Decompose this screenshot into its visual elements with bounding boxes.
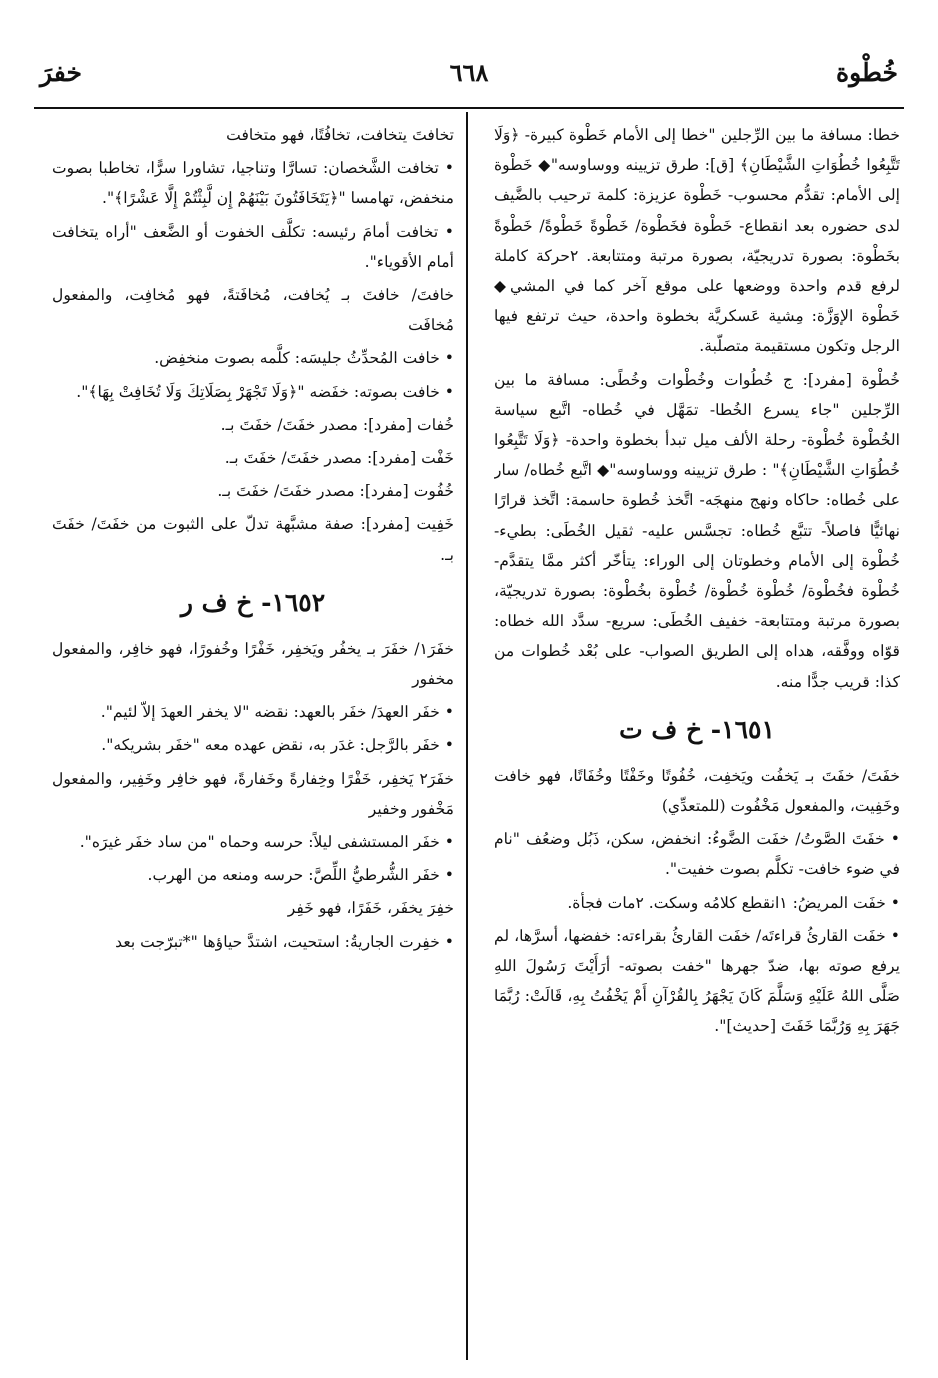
page-header: [40, 50, 898, 102]
entry-khafit: خَفِيت [مفرد]: صفة مشبَّهة تدلّ على الثبوت من خفَتَ/ خفَتَ بـ.: [52, 515, 454, 564]
sense-shakhsan: • تخافت الشَّخصان: تسارَّا وتناجيا، تشاورا سرًّا، تخاطبا بصوت منخفض، تهامسا "﴿يَتَخَافَتُونَ بَيْنَهُمْ إِن لَّبِثْتُمْ إِلَّا عَشْرًا﴾".: [52, 159, 454, 208]
sense-mustashfa: • خفَر المستشفى ليلاً: حرسه وحماه "من ساد خفَر غيرَه".: [79, 833, 454, 852]
right-column: [494, 120, 900, 1356]
entry-khafara-1: خفَرَ١/ خفَرَ بـ يخفُر ويَخفِر، خَفْرًا وخُفورًا، فهو خافِر، والمفعول مخفور: [52, 639, 454, 689]
entry-khafira: خفِرَ يخفَر، خَفَرًا، فهو خَفِر: [287, 899, 454, 918]
sense-sawt: • خفَتَ الصَّوتُ/ خفَت الضَّوءُ: انخفض، سكن، ذَبُل وضعُف "نام في ضوء خافت- تكلَّم بصوت خفيت".: [494, 830, 900, 879]
header-guide-word-left: خفرَ: [40, 58, 82, 87]
entry-khafata-form3: خافتَ/ خافتَ بـ يُخافت، مُخافَتةً، فهو مُخافِت، والمفعول مُخافَت: [52, 286, 454, 335]
entry-khufut: خُفُوت [مفرد]: مصدر خفَتَ/ خفَتَ بـ.: [217, 482, 454, 501]
entry-takhafata: تخافتَ يتخافت، تخافُتًا، فهو متخافت: [226, 126, 454, 144]
page-number: ٦٦٨: [449, 58, 489, 87]
sense-amam-raisih: • تخافت أمامَ رئيسه: تكلَّف الخفوت أو الضَّعف "أراه يتخافت أمام الأقوياء".: [52, 222, 454, 271]
sense-marid: • خفَت المريضُ: ١انقطع كلامُه وسكت. ٢مات فجأة.: [567, 893, 900, 912]
sense-jariya: • خفِرت الجاريةُ: استحيت، اشتدَّ حياؤها "*تبرّجت بعد: [115, 932, 454, 951]
entry-khafata-verb: خفَتَ/ خفَتَ بـ يَخفُت ويَخفِت، خُفُوتًا وخَفْتًا وخُفَاتًا، فهو خافت وخَفِيت، والمفعول مَخْفُوت (للمتعدِّي): [494, 766, 900, 816]
entry-khutwa: خُطْوة [مفرد]: ج خُطُوات وخُطْوات وخُطًى: مسافة ما بين الرِّجلين "جاء يسرع الخُطا- تمَهَّل في خُطاه- اتَّبع سياسة الخُطْوة خُطْوة- رحلة الألف ميل تبدأ بخطوة واحدة- ﴿وَلَا تَتَّبِعُوا خُطُوَاتِ الشَّيْطَانِ﴾" : طرق تزيينه ووساوسه"◆ اتَّبع خُطاه/ سار على خُطاه: حاكاه ونهج منهجَه- اتَّخذ خُطوة حاسمة: اتَّخذ قرارًا نهائيًّا فاصلاً- تتبَّع خُطاه: تجسَّس عليه- ثقيل الخُطَى: بطيء- خُطْوة إلى الأمام وخطوتان إلى الوراء: يتأخّر أكثر ممَّا يتقدَّم- خُطْوة فخُطْوة/ خُطْوة خُطْوة/ خُطْوة بخُطْوة: بصورة تدريجيّة، بصورة مرتبة ومتتابعة- خفيف الخُطَى: سريع- سدَّد الله خطاه: قوّاه ووفَّقه، هداه إلى الطريق الصواب- على بُعْد خُطوات من كذا: قريب جدًّا منه.: [494, 370, 900, 691]
sense-shurti: • خفَر الشُّرطيُّ اللِّصَّ: حرسه ومنعه من الهرب.: [147, 866, 454, 885]
entry-khufat: خُفات [مفرد]: مصدر خفَتَ/ خفَتَ بـ.: [220, 415, 454, 434]
entry-khafara-2: خفَرَ٢ يَخفِر، خَفْرًا وخِفارةً وخَفارةً، فهو خافِر وخَفِير، والمفعول مَخْفور وخفير: [52, 769, 454, 818]
sense-muhaddith: • خافت المُحدِّثُ جليسَه: كلَّمه بصوت منخفِض.: [154, 349, 454, 368]
sense-ahd: • خفَر العهدَ/ خفَر بالعهد: نقضه "لا يخفر العهدَ إلاّ لئيم".: [100, 703, 454, 722]
entry-khaft: خَفْت [مفرد]: مصدر خفَتَ/ خفَتَ بـ.: [224, 449, 454, 468]
entry-khatwa-first: خطا: مسافة ما بين الرِّجلين "خطا إلى الأمام خَطْوة كبيرة- ﴿وَلَا تَتَّبِعُوا خُطُوَاتِ الشَّيْطَانِ﴾ [ق]: طرق تزيينه ووساوسه"◆ خَطْوة إلى الأمام: تقدُّم محسوب- خَطْوة عزيزة: كلمة ترحيب بالضَّيف لدى حضوره بعد انقطاع- خَطْوة فخَطْوة/ خَطْوةً خَطْوةً/ خَطْوةً بخَطْوة: بصورة تدريجيّة، بصورة مرتبة ومتتابعة. ٢حركة كاملة لرفع قدم واحدة ووضعها على موقع آخر كما في المشي◆ خَطْوة الإوَزَّة: مِشية عَسكريَّة بخطوة واحدة، حيث ترتفع فيها الرجل وتكون مستقيمة متصلّبة.: [494, 126, 900, 356]
sense-qari: • خفَت القارئُ قراءتَه/ خفَت القارئُ بقراءته: خفضها، أسرَّها، لم يرفع صوته بها، ضدّ جهرها "خفت بصوته- أرَأَيْتَ رَسُولَ اللهِ صَلَّى اللهُ عَلَيْهِ وَسَلَّمَ كَانَ يَجْهَرُ بِالقُرْآنِ أَمْ يَخْفُتُ بِهِ، قَالَتْ: رُبَّمَا جَهَرَ بِهِ وَرُبَّمَا خَفَتَ [حديث]".: [494, 926, 900, 1036]
column-divider: [466, 112, 468, 1360]
sense-bisawtih: • خافت بصوته: خفَضه "﴿وَلَا تَجْهَرْ بِصَلَاتِكَ وَلَا تُخَافِتْ بِهَا﴾".: [76, 382, 454, 401]
header-rule: [34, 107, 904, 109]
root-heading-1652: ١٦٥٢- خ ف ر: [180, 587, 326, 617]
left-column: [52, 120, 454, 1356]
root-heading-1651: ١٦٥١- خ ف ت: [619, 714, 775, 744]
sense-rajul: • خفَر بالرَّجل: غدَر به، نقض عهده معه "خفَر بشريكه".: [101, 736, 454, 755]
header-guide-word-right: خُطْوة: [836, 58, 898, 87]
